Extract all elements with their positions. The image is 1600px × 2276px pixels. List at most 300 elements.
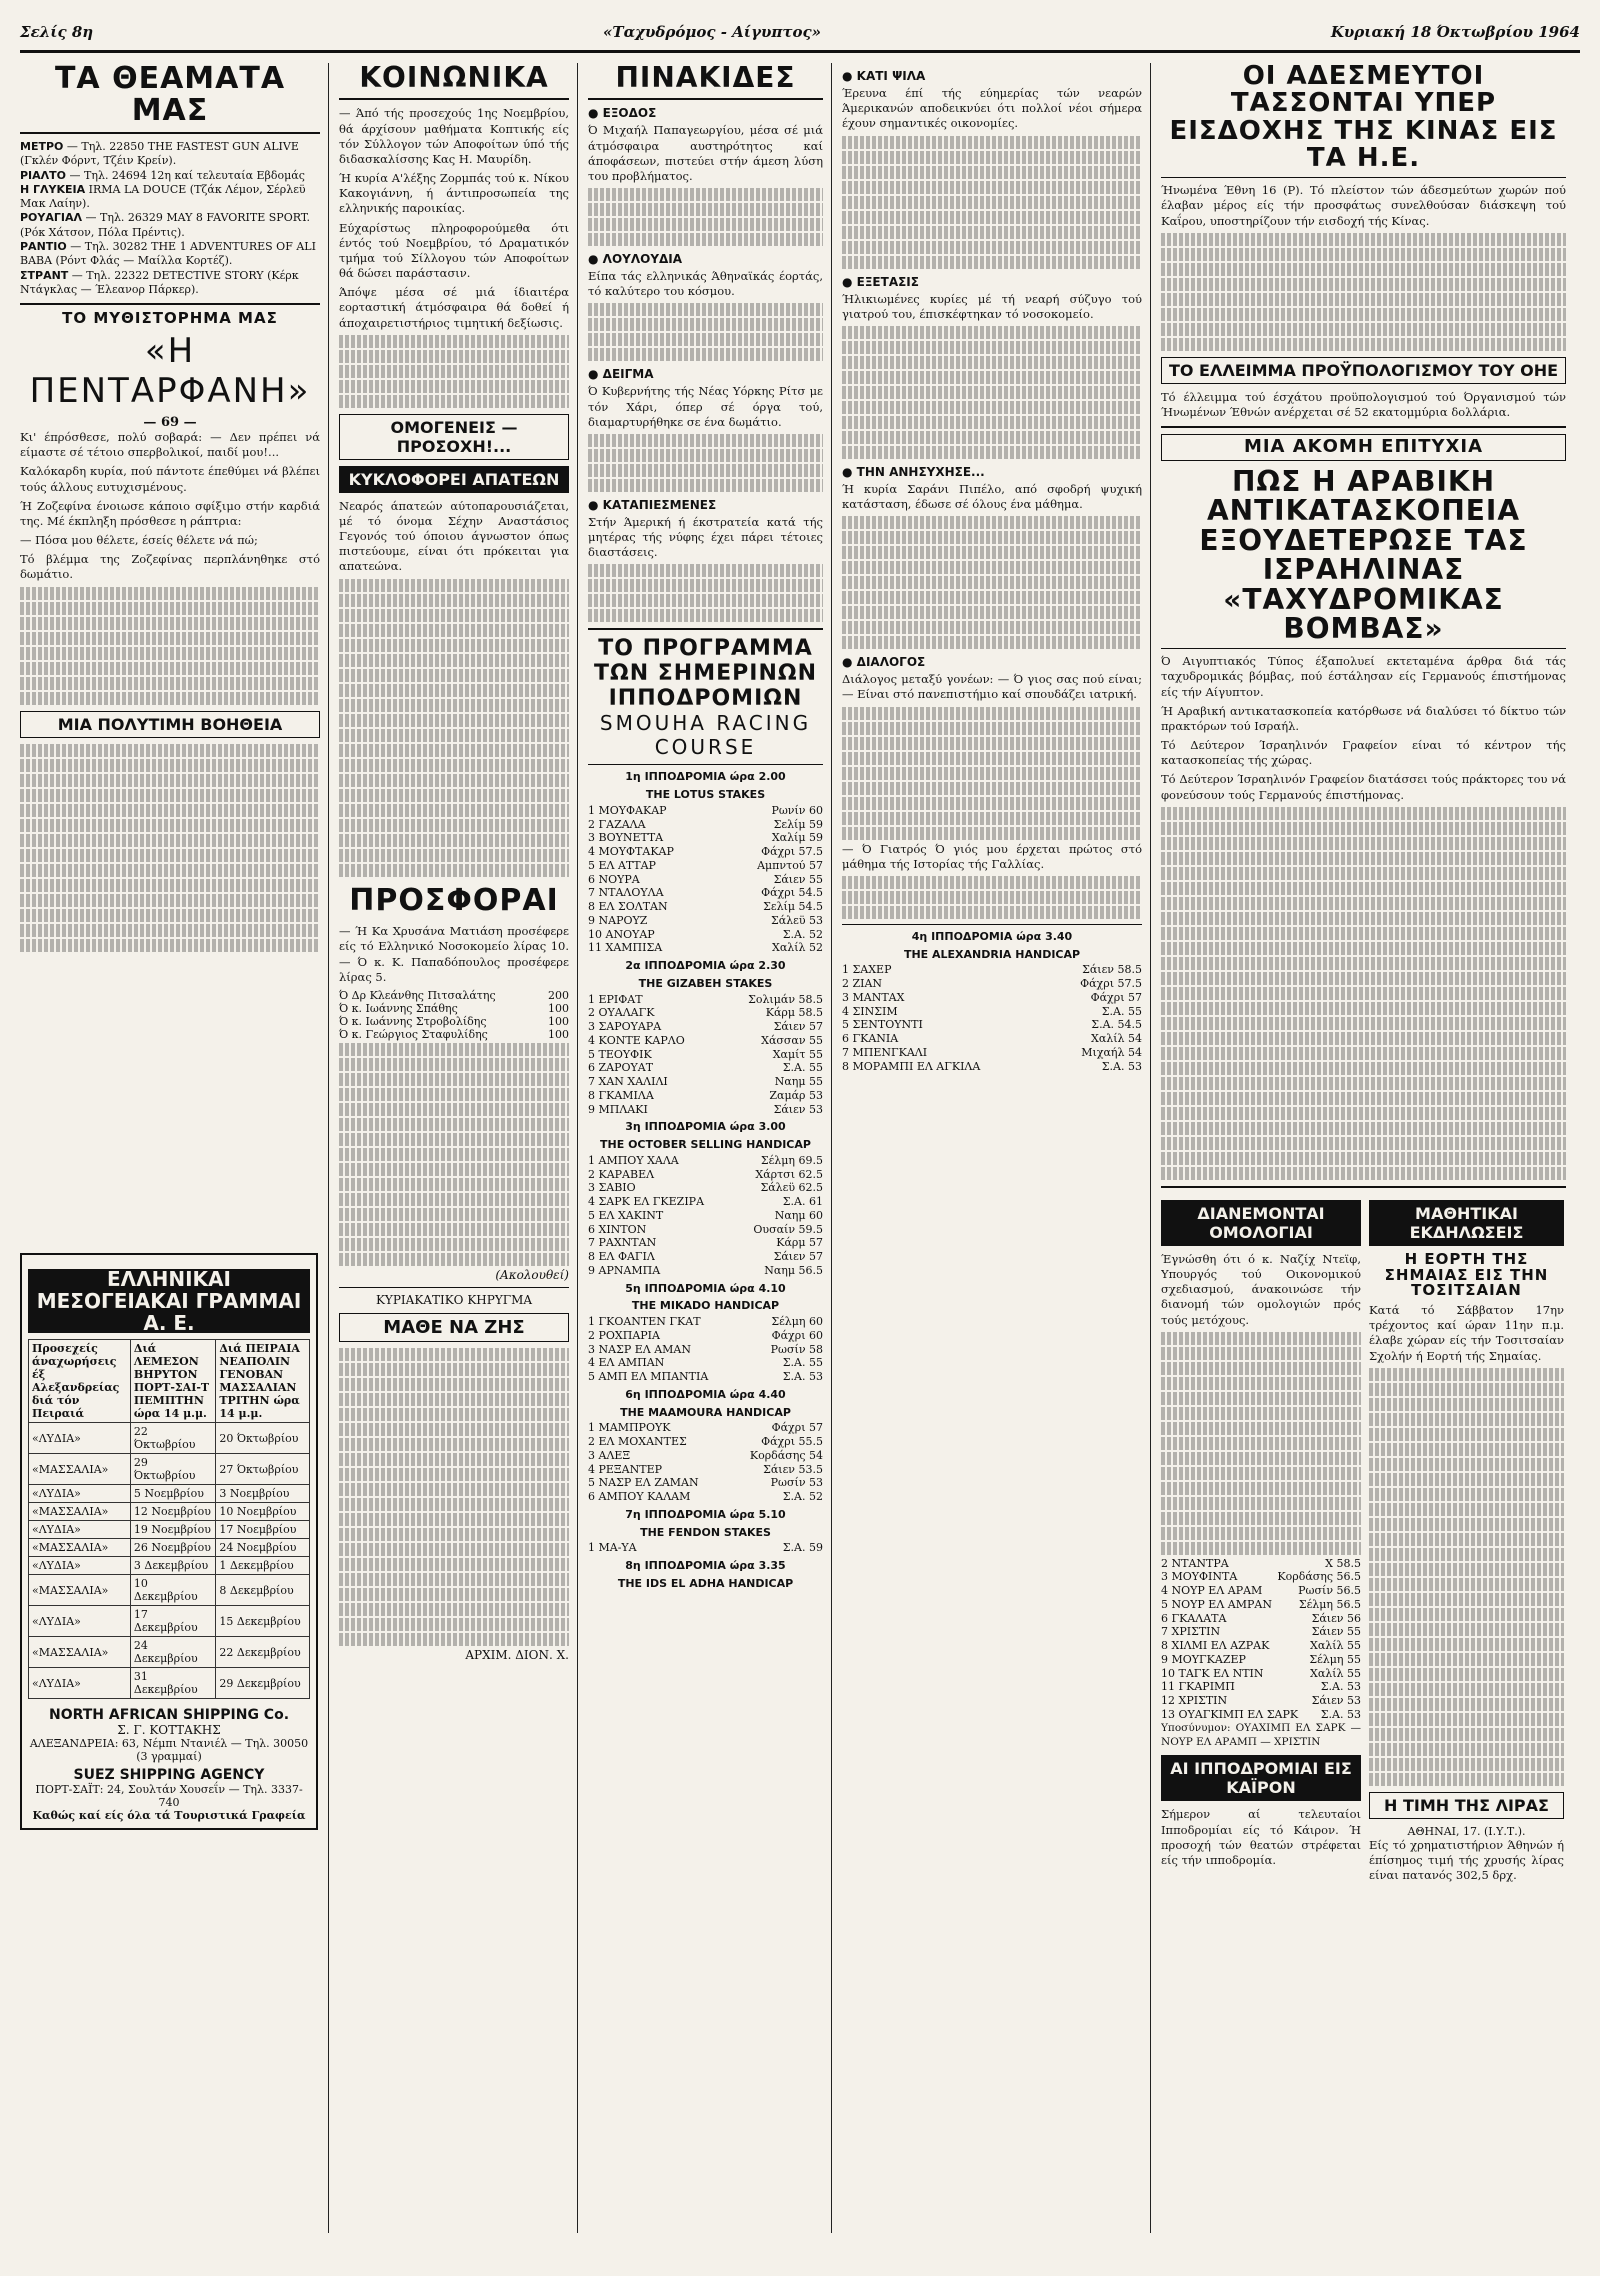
horse-name: 6 ΓΚΑΛΑΤΑ xyxy=(1161,1611,1227,1625)
schedule-row xyxy=(29,1637,310,1668)
race-heading: 5η ΙΠΠΟΔΡΟΜΙΑ ώρα 4.10 xyxy=(625,1281,786,1295)
horse-jockey-weight: Κάρμ 58.5 xyxy=(765,1006,823,1020)
flag-day-text: Κατά τό Σάββατον 17ην τρέχοντος καί ώραν 11ην π.μ. έλαβε χώραν είς τήν Τοσιτσαίαν Σχολήν ή Εορτή τής Σημαίας. xyxy=(1369,1303,1564,1363)
horse-row xyxy=(842,1060,1142,1074)
schedule-cell: 17 Νοεμβρίου xyxy=(216,1521,310,1539)
schedule-cell: 24 Νοεμβρίου xyxy=(216,1539,310,1557)
theatre-film: THE FASTEST GUN ALIVE (Γκλέν Φόρντ, Τζέιν Κρείν). xyxy=(20,140,299,168)
theatre-entry xyxy=(20,269,320,298)
agent-north-african: NORTH AFRICAN SHIPPING Co. xyxy=(48,1707,290,1723)
horse-row xyxy=(588,900,823,914)
theatre-entry xyxy=(20,211,320,240)
text-line xyxy=(842,211,1142,224)
text-line xyxy=(588,203,823,216)
text-line xyxy=(588,303,823,316)
text-line xyxy=(842,341,1142,354)
horse-name: 2 ΖΙΑΝ xyxy=(842,977,883,991)
horse-row xyxy=(842,1005,1142,1019)
text-line xyxy=(588,434,823,447)
text-line xyxy=(842,591,1142,604)
horse-jockey-weight: Σ.Α. 53 xyxy=(1101,1059,1142,1073)
horse-name: 7 ΧΑΝ ΧΑΛΙΛΙ xyxy=(588,1075,668,1089)
schedule-header-c: Διά ΠΕΙΡΑΙΑ ΝΕΑΠΟΛΙΝ ΓΕΝΟΒΑΝ ΜΑΣΣΑΛΙΑΝ ΤΡΙΤΗΝ ώρα 14 μ.μ. xyxy=(216,1340,310,1423)
horse-row xyxy=(588,993,823,1007)
horse-name: 7 ΡΑΧΝΤΑΝ xyxy=(588,1236,657,1250)
text-line xyxy=(20,744,320,757)
schedule-cell: 24 Δεκεμβρίου xyxy=(130,1637,215,1668)
schedule-cell: 19 Νοεμβρίου xyxy=(130,1521,215,1539)
text-line xyxy=(842,516,1142,529)
race-name: THE FENDON STAKES xyxy=(640,1525,771,1539)
theatre-tel: — Τηλ. 22850 xyxy=(63,140,148,153)
shipping-ad xyxy=(20,1253,318,1830)
horse-row xyxy=(588,1075,823,1089)
schedule-cell: «ΜΑΣΣΑΛΙΑ» xyxy=(29,1637,131,1668)
serial-paragraph: Τό βλέμμα της Ζοζεφίνας περπλάνηθηκε στό δωμάτιο. xyxy=(20,552,320,582)
lira-dateline: ΑΘΗΝΑΙ, 17. (Ι.Υ.Τ.). xyxy=(1407,1824,1526,1838)
horse-row xyxy=(1161,1680,1361,1694)
text-line xyxy=(20,774,320,787)
reserve-note: Υποσύνυμον: ΟΥΑΧΙΜΠ ΕΛ ΣΑΡΚ — ΝΟΥΡ ΕΛ ΑΡΑΜΠ — ΧΡΙΣΤΙΝ xyxy=(1161,1721,1361,1748)
horse-row xyxy=(588,1541,823,1555)
serial-title: «Η ΠΕΝΤΑΡΦΑΝΗ» xyxy=(29,331,311,412)
horse-name: 4 ΣΙΝΣΙΜ xyxy=(842,1004,898,1018)
bottom-news-grid xyxy=(1161,1194,1566,1887)
horse-jockey-weight: Φάχρι 57.5 xyxy=(761,845,823,859)
horse-jockey-weight: Σάιεν 57 xyxy=(773,1250,823,1264)
horse-row xyxy=(588,1006,823,1020)
schedule-row xyxy=(29,1668,310,1699)
horse-jockey-weight: Ρωνίν 60 xyxy=(771,803,823,817)
donor-amount: 100 xyxy=(548,1001,569,1015)
theatre-film: DETECTIVE STORY (Κέρκ Ντάγκλας — Έλεανορ Πάρκερ). xyxy=(20,268,299,296)
horse-jockey-weight: Σάλεϋ 53 xyxy=(770,913,823,927)
text-line xyxy=(20,879,320,892)
notice-title: ● ΛΟΥΛΟΥΔΙΑ xyxy=(588,252,823,266)
horse-jockey-weight: Ουσαίν 59.5 xyxy=(753,1222,823,1236)
article-paragraph: Ή Αραβική αντικατασκοπεία κατόρθωσε νά διαλύσει τό δίκτυο τών πρακτόρων τού Ισραήλ. xyxy=(1161,703,1566,733)
horse-jockey-weight: Σάιεν 55 xyxy=(1311,1625,1361,1639)
theatre-listings xyxy=(20,140,320,297)
horse-name: 4 ΜΟΥΦΤΑΚΑΡ xyxy=(588,845,674,859)
horse-jockey-weight: Ρωσίν 58 xyxy=(770,1342,823,1356)
horse-name: 7 ΜΠΕΝΓΚΑΛΙ xyxy=(842,1045,928,1059)
horse-jockey-weight: Σέλμη 55 xyxy=(1309,1652,1361,1666)
text-line xyxy=(842,386,1142,399)
horse-name: 1 ΑΜΠΟΥ ΧΑΛΑ xyxy=(588,1153,679,1167)
misc-sections xyxy=(842,69,1142,840)
horse-name: 2 ΓΑΖΑΛΑ xyxy=(588,817,646,831)
horse-name: 7 ΝΤΑΛΟΥΛΑ xyxy=(588,886,664,900)
horse-row xyxy=(588,845,823,859)
horse-name: 10 ΤΑΓΚ ΕΛ ΝΤΙΝ xyxy=(1161,1666,1264,1680)
horse-row xyxy=(588,1236,823,1250)
donor-row xyxy=(339,1015,569,1028)
text-line xyxy=(20,894,320,907)
text-line xyxy=(842,561,1142,574)
article-paragraph: Ό Αιγυπτιακός Τύπος έξαπολυεί εκτεταμένα άρθρα διά τάς ταχυδρομικάς βόμβας, πού έστάλησαν είς Γερμανούς έπιστήμονας είς τήν Αίγυπτον. xyxy=(1161,654,1566,699)
columns xyxy=(20,63,1580,2233)
horse-name: 6 ΖΑΡΟΥΑΤ xyxy=(588,1061,654,1075)
un-deficit-text: Τό έλλειμμα τού έσχάτου προϋπολογισμού τού Όργανισμού τών Ήνωμένων Έθνών ανέρχεται σέ 52 εκατομμύρια δολλάρια. xyxy=(1161,389,1566,419)
social-item: Άπόψε μέσα σέ μιά ίδιαιτέρα εορταστική άτμόσφαιρα θά δοθεί ή άποχαιρετιστήριος τιμητική δεξίωσις. xyxy=(339,285,569,330)
donor-list xyxy=(339,989,569,1041)
text-line xyxy=(588,348,823,361)
text-line xyxy=(588,188,823,201)
agent-footer: Καθώς καί είς όλα τά Τουριστικά Γραφεία xyxy=(32,1809,306,1822)
text-line xyxy=(842,371,1142,384)
horse-jockey-weight: Σέλμη 56.5 xyxy=(1298,1597,1361,1611)
theatre-film: THE 1 ADVENTURES OF ALI BABA (Ρόντ Φλάς — Μαίλλα Κορτέζ). xyxy=(20,240,316,268)
horse-name: 6 ΓΚΑΝΙΑ xyxy=(842,1032,899,1046)
cairo-races-text: Σήμερον αί τελευταίοι Ιπποδρομίαι είς τό Κάιρον. Ή προσοχή τών θεατών στρέφεται είς τήν ιπποδρομία. xyxy=(1161,1807,1361,1867)
schedule-cell: 1 Δεκεμβρίου xyxy=(216,1557,310,1575)
horse-jockey-weight: Σ.Α. 52 xyxy=(782,927,823,941)
horse-name: 10 ΑΝΟΥΑΡ xyxy=(588,927,655,941)
schedule-cell: «ΛΥΔΙΑ» xyxy=(29,1423,131,1454)
schedule-cell: 10 Νοεμβρίου xyxy=(216,1503,310,1521)
lira-title: Η ΤΙΜΗ ΤΗΣ ΛΙΡΑΣ xyxy=(1369,1792,1564,1819)
horse-row xyxy=(1161,1625,1361,1639)
schedule-cell: «ΜΑΣΣΑΛΙΑ» xyxy=(29,1539,131,1557)
horse-name: 2 ΕΛ ΜΟΧΑΝΤΕΣ xyxy=(588,1435,687,1449)
horse-name: 4 ΚΟΝΤΕ ΚΑΡΛΟ xyxy=(588,1033,685,1047)
horse-name: 5 ΤΕΟΥΦΙΚ xyxy=(588,1047,652,1061)
horse-name: 12 ΧΡΙΣΤΙΝ xyxy=(1161,1694,1228,1708)
kyrigma-title: ΜΑΘΕ ΝΑ ΖΗΣ xyxy=(339,1313,569,1342)
horse-name: 3 ΣΑΡΟΥΑΡΑ xyxy=(588,1020,662,1034)
theatre-tel: — Τηλ. 26329 xyxy=(82,211,167,225)
bonds-title: ΔΙΑΝΕΜΟΝΤΑΙ ΟΜΟΛΟΓΙΑΙ xyxy=(1161,1200,1361,1246)
races-subtitle: SMOUHA RACING COURSE xyxy=(599,711,812,760)
theatre-film: 12η καί τελευταία Εβδομάς xyxy=(150,168,305,182)
horse-jockey-weight: Σάιεν 58.5 xyxy=(1082,963,1142,977)
horse-jockey-weight: Χάρτσι 62.5 xyxy=(755,1167,823,1181)
horse-name: 5 ΝΑΣΡ ΕΛ ΖΑΜΑΝ xyxy=(588,1476,699,1490)
horse-jockey-weight: Σ.Α. 53 xyxy=(1320,1707,1361,1721)
horse-name: 8 ΜΟΡΑΜΠΙ ΕΛ ΑΓΚΙΛΑ xyxy=(842,1059,981,1073)
text-line xyxy=(588,579,823,592)
section-text: Ήλικιωμένες κυρίες μέ τή νεαρή σύζυγο τού γιατρού του, έπισκέφτηκαν τό νοσοκομείο. xyxy=(842,291,1142,321)
horse-row xyxy=(1161,1667,1361,1681)
horse-jockey-weight: Σάιεν 53 xyxy=(1311,1694,1361,1708)
horse-jockey-weight: Χαλίλ 52 xyxy=(771,941,823,955)
horse-row xyxy=(588,1356,823,1370)
schedule-cell: «ΛΥΔΙΑ» xyxy=(29,1668,131,1699)
text-line xyxy=(842,782,1142,795)
theatre-tel: — Τηλ. 22322 xyxy=(68,268,153,282)
headline-china-text: Ήνωμένα Έθνη 16 (Ρ). Τό πλείστον τών άδεσμεύτων χωρών πού έλαβαν μέρος είς τήν προσφάτως συνελθούσαν διάσκεψη τού Καΐρου, υποστηρίζουν τήν εισδοχή τής Κίνας. xyxy=(1161,183,1566,228)
text-line xyxy=(842,767,1142,780)
text-line xyxy=(588,449,823,462)
text-line xyxy=(842,737,1142,750)
un-deficit-title: ΤΟ ΕΛΛΕΙΜΜΑ ΠΡΟΫΠΟΛΟΓΙΣΜΟΥ ΤΟΥ ΟΗΕ xyxy=(1161,357,1566,384)
social-item: Εύχαρίστως πληροφορούμεθα ότι έντός τού Νοεμβρίου, τό Δραματικόν τμήμα τού Σίλλογου τών Αποφοίτων θά δώσει παράστασιν. xyxy=(339,220,569,281)
kyklofori-text: Νεαρός άπατεών αύτοπαρουσιάζεται, μέ τό όνομα Σέχην Αναστάσιος Γεγονός τού όποιου άγνωστον όπως πιστεύουμε, είναι ότι πρόκειται για απατεώνα. xyxy=(339,498,569,574)
horse-row xyxy=(588,1315,823,1329)
horse-jockey-weight: Σελίμ 59 xyxy=(773,817,823,831)
horse-row xyxy=(588,1449,823,1463)
theatre-tel: — Τηλ. 30282 xyxy=(66,240,152,254)
race-program xyxy=(588,770,823,1590)
masthead xyxy=(20,18,1580,53)
horse-name: 4 ΡΕΞΑΝΤΕΡ xyxy=(588,1462,663,1476)
schedule-cell: 31 Δεκεμβρίου xyxy=(130,1668,215,1699)
section-title: ● ΚΑΤΙ ΨΙΛΑ xyxy=(842,69,1142,83)
column-news xyxy=(1161,63,1574,2233)
horse-name: 9 ΑΡΝΑΜΠΑ xyxy=(588,1263,661,1277)
schedule-cell: «ΛΥΔΙΑ» xyxy=(29,1606,131,1637)
agent-suez: SUEZ SHIPPING AGENCY xyxy=(73,1767,265,1783)
horse-jockey-weight: Σολιμάν 58.5 xyxy=(748,992,823,1006)
serial-part: — 69 — xyxy=(143,415,197,431)
horse-row xyxy=(1161,1694,1361,1708)
horse-name: 7 ΧΡΙΣΤΙΝ xyxy=(1161,1625,1221,1639)
donor-name: Ό κ. Ιωάννης Σπάθης xyxy=(339,1001,458,1015)
text-line xyxy=(842,196,1142,209)
horse-row xyxy=(588,1421,823,1435)
schedule-cell: 3 Νοεμβρίου xyxy=(216,1485,310,1503)
theatre-name: ΣΤΡΑΝΤ xyxy=(20,268,69,282)
flag-day-title: Η ΕΟΡΤΗ ΤΗΣ ΣΗΜΑΙΑΣ ΕΙΣ ΤΗΝ ΤΟΣΙΤΣΑΙΑΝ xyxy=(1384,1249,1549,1300)
social-items xyxy=(339,171,569,331)
theatres-heading: ΤΑ ΘΕΑΜΑΤΑ ΜΑΣ xyxy=(54,63,286,128)
schedule-row xyxy=(29,1557,310,1575)
section-title: ● ΔΙΑΛΟΓΟΣ xyxy=(842,655,1142,669)
article-paragraph: Τό Δεύτερον Ίσραηλινόν Γραφείον διατάσσει τούς πράκτορες του νά φονεύσουν τούς Γερμανούς έπιστήμονας. xyxy=(1161,772,1566,802)
horse-name: 1 ΜΑ-ΥΑ xyxy=(588,1541,637,1555)
horse-row xyxy=(842,1018,1142,1032)
serial-label: ΤΟ ΜΥΘΙΣΤΟΡΗΜΑ ΜΑΣ xyxy=(62,309,278,328)
counterespionage-text xyxy=(1161,654,1566,803)
column-theatres-serial xyxy=(20,63,329,2233)
bonds-column xyxy=(1161,1194,1361,1887)
horse-name: 3 ΑΛΕΞ xyxy=(588,1448,631,1462)
schedule-cell: 12 Νοεμβρίου xyxy=(130,1503,215,1521)
donor-amount: 200 xyxy=(548,988,569,1002)
horse-row xyxy=(588,1476,823,1490)
column-misc xyxy=(842,63,1151,2233)
horse-row xyxy=(588,1209,823,1223)
text-line xyxy=(588,318,823,331)
agent-suez-address: ΠΟΡΤ-ΣΑΪΤ: 24, Σουλτάν Χουσεΐν — Τηλ. 3337-740 xyxy=(35,1783,303,1809)
race-heading: 8η ΙΠΠΟΔΡΟΜΙΑ ώρα 3.35 xyxy=(625,1559,786,1573)
horse-jockey-weight: Φάχρι 57 xyxy=(1090,990,1142,1004)
agent-north-african-address: ΑΛΕΞΑΝΔΡΕΙΑ: 63, Νέμπι Ντανιέλ — Τηλ. 30050 (3 γραμμαί) xyxy=(29,1737,309,1763)
serial-text xyxy=(20,430,320,583)
serial-paragraph: — Πόσα μου θέλετε, έσείς θέλετε νά πώ; xyxy=(20,533,258,548)
horse-jockey-weight: Σ.Α. 55 xyxy=(782,1061,823,1075)
horse-jockey-weight: Ρωσίν 56.5 xyxy=(1298,1584,1361,1598)
text-line xyxy=(842,707,1142,720)
kyklofori-title: ΚΥΚΛΟΦΟΡΕΙ ΑΠΑΤΕΩΝ xyxy=(339,466,569,493)
horse-row xyxy=(588,873,823,887)
schedule-cell: «ΜΑΣΣΑΛΙΑ» xyxy=(29,1454,131,1485)
text-line xyxy=(842,752,1142,765)
horse-row xyxy=(588,928,823,942)
page-number: Σελίς 8η xyxy=(20,23,94,41)
donor-name: Ό κ. Γεώργιος Σταφυλίδης xyxy=(339,1027,488,1041)
theatre-film: MAY 8 FAVORITE SPORT. (Ρόκ Χάτσον, Πόλα Πρέντις). xyxy=(20,211,311,239)
horse-name: 3 ΜΑΝΤΑΧ xyxy=(842,990,905,1004)
horse-row xyxy=(588,1195,823,1209)
schedule-cell: 8 Δεκεμβρίου xyxy=(216,1575,310,1606)
horse-row xyxy=(1161,1708,1361,1722)
horse-jockey-weight: Σάιεν 55 xyxy=(773,872,823,886)
horse-row xyxy=(588,1061,823,1075)
horse-jockey-weight: Αμπντού 57 xyxy=(757,858,823,872)
notice-title: ● ΕΞΟΔΟΣ xyxy=(588,106,823,120)
misc-ending: — Ό Γιατρός Ό γιός μου έρχεται πρώτος στό μάθημα τής Ιστορίας τής Γαλλίας. xyxy=(842,841,1142,871)
donor-amount: 100 xyxy=(548,1027,569,1041)
horse-jockey-weight: Μιχαήλ 54 xyxy=(1081,1045,1142,1059)
horse-name: 9 ΜΟΥΓΚΑΖΕΡ xyxy=(1161,1652,1246,1666)
horse-jockey-weight: Σέλμη 69.5 xyxy=(760,1153,823,1167)
serial-section-title: ΜΙΑ ΠΟΛΥΤΙΜΗ ΒΟΗΘΕΙΑ xyxy=(20,711,320,738)
schedule-cell: 22 Όκτωβρίου xyxy=(130,1423,215,1454)
theatre-entry xyxy=(20,240,320,269)
race-name: THE MAAMOURA HANDICAP xyxy=(620,1405,791,1419)
horse-jockey-weight: Σέλμη 60 xyxy=(771,1315,823,1329)
section-text: Διάλογος μεταξύ γονέων: — Ό γιος σας πού είναι; — Είναι στό πανεπιστήμιο καί σπουδάζει ιατρική. xyxy=(842,672,1142,702)
text-line xyxy=(842,531,1142,544)
horse-row xyxy=(588,1048,823,1062)
horse-jockey-weight: Σάιεν 53 xyxy=(773,1102,823,1116)
paper-name: «Ταχυδρόμος - Αίγυπτος» xyxy=(603,23,821,41)
race-name: THE ALEXANDRIA HANDICAP xyxy=(903,947,1081,961)
horse-name: 1 ΜΟΥΦΑΚΑΡ xyxy=(588,803,667,817)
schedule-row xyxy=(29,1521,310,1539)
text-line xyxy=(20,909,320,922)
horse-name: 2 ΚΑΡΑΒΕΛ xyxy=(588,1167,655,1181)
horse-row xyxy=(588,1250,823,1264)
text-line xyxy=(20,864,320,877)
notices-list xyxy=(588,106,823,622)
horse-row xyxy=(842,963,1142,977)
text-line xyxy=(588,218,823,231)
horse-row xyxy=(588,1020,823,1034)
donor-row xyxy=(339,1002,569,1015)
social-item: Ή κυρία Α'λέξης Ζορμπάς τού κ. Νίκου Κακογιάννη, ή άντιπροσωπεία της ελληνικής παροικίας. xyxy=(339,171,569,216)
text-line xyxy=(842,416,1142,429)
donor-row xyxy=(339,1028,569,1041)
donor-amount: 100 xyxy=(548,1014,569,1028)
text-line xyxy=(588,233,823,246)
horse-row xyxy=(842,1046,1142,1060)
text-line xyxy=(842,356,1142,369)
schedule-row xyxy=(29,1454,310,1485)
schedule-cell: 22 Δεκεμβρίου xyxy=(216,1637,310,1668)
race-name: THE IDS EL ADHA HANDICAP xyxy=(617,1576,794,1590)
text-line xyxy=(842,256,1142,269)
race-name: THE GIZABEH STAKES xyxy=(638,976,773,990)
schedule-cell: 5 Νοεμβρίου xyxy=(130,1485,215,1503)
horse-jockey-weight: Χαλίμ 59 xyxy=(771,831,823,845)
theatre-entry xyxy=(20,140,320,169)
horse-jockey-weight: Σάιεν 56 xyxy=(1311,1611,1361,1625)
text-line xyxy=(20,789,320,802)
horse-name: 4 ΝΟΥΡ ΕΛ ΑΡΑΜ xyxy=(1161,1584,1263,1598)
horse-name: 6 ΧΙΝΤΟΝ xyxy=(588,1222,647,1236)
horse-name: 5 ΕΛ ΧΑΚΙΝΤ xyxy=(588,1208,664,1222)
race-heading: 4η ΙΠΠΟΔΡΟΜΙΑ ώρα 3.40 xyxy=(911,929,1073,943)
horse-name: 5 ΝΟΥΡ ΕΛ ΑΜΡΑΝ xyxy=(1161,1597,1272,1611)
schedule-cell: «ΜΑΣΣΑΛΙΑ» xyxy=(29,1575,131,1606)
issue-date: Κυριακή 18 Όκτωβρίου 1964 xyxy=(1330,23,1580,41)
horse-row xyxy=(588,1329,823,1343)
schedule-cell: 17 Δεκεμβρίου xyxy=(130,1606,215,1637)
horse-name: 2 ΝΤΑΝΤΡΑ xyxy=(1161,1556,1229,1570)
notice-title: ● ΚΑΤΑΠΙΕΣΜΕΝΕΣ xyxy=(588,498,823,512)
horse-jockey-weight: Φάχρι 57 xyxy=(771,1421,823,1435)
text-line xyxy=(842,166,1142,179)
race-heading: 1η ΙΠΠΟΔΡΟΜΙΑ ώρα 2.00 xyxy=(625,770,786,784)
horse-jockey-weight: Ρωσίν 53 xyxy=(770,1476,823,1490)
section-text: Ή κυρία Σαράνι Πιπέλο, από σφοδρή ψυχική κατάσταση, έδωσε σέ όλους ένα μάθημα. xyxy=(842,481,1142,512)
horse-name: 3 ΒΟΥΝΕΤΤΑ xyxy=(588,831,664,845)
kyrigma-signature: ΑΡΧΙΜ. ΔΙΟΝ. Χ. xyxy=(465,1647,569,1662)
horse-jockey-weight: Κορδάσης 54 xyxy=(749,1448,823,1462)
race-heading: 2α ΙΠΠΟΔΡΟΜΙΑ ώρα 2.30 xyxy=(625,959,786,973)
headline-counterespionage: ΠΩΣ Η ΑΡΑΒΙΚΗ ΑΝΤΙΚΑΤΑΣΚΟΠΕΙΑ ΕΞΟΥΔΕΤΕΡΩΣΕ ΤΑΣ ΙΣΡΑΗΛΙΝΑΣ «ΤΑΧΥΔΡΟΜΙΚΑΣ ΒΟΜΒΑΣ» xyxy=(1199,464,1528,645)
schedule-row xyxy=(29,1485,310,1503)
theatre-entry xyxy=(20,183,320,212)
horse-name: 3 ΝΑΣΡ ΕΛ ΑΜΑΝ xyxy=(588,1342,691,1356)
horse-jockey-weight: Σάιεν 53.5 xyxy=(763,1462,823,1476)
horse-jockey-weight: Σ.Α. 53 xyxy=(1320,1680,1361,1694)
schedule-row xyxy=(29,1423,310,1454)
horse-row xyxy=(1161,1570,1361,1584)
school-column xyxy=(1369,1194,1564,1887)
horse-jockey-weight: Χαλίλ 55 xyxy=(1309,1666,1361,1680)
horse-row xyxy=(588,1490,823,1504)
column-notices-races xyxy=(588,63,832,2233)
horse-name: 2 ΟΥΑΛΑΓΚ xyxy=(588,1006,655,1020)
text-line xyxy=(20,924,320,937)
horse-row xyxy=(1161,1584,1361,1598)
donor-row xyxy=(339,989,569,1002)
horse-row xyxy=(588,1463,823,1477)
horse-name: 8 ΧΙΛΜΙ ΕΛ ΑΖΡΑΚ xyxy=(1161,1639,1270,1653)
horse-row xyxy=(588,1435,823,1449)
prosfora-title: ΠΡΟΣΦΟΡΑΙ xyxy=(349,882,559,918)
school-events-title: ΜΑΘΗΤΙΚΑΙ ΕΚΔΗΛΩΣΕΙΣ xyxy=(1369,1200,1564,1246)
horse-jockey-weight: Χάσσαν 55 xyxy=(761,1033,823,1047)
schedule-row xyxy=(29,1575,310,1606)
agent-north-african-name: Σ. Γ. ΚΟΤΤΑΚΗΣ xyxy=(117,1723,221,1737)
horse-name: 8 ΕΛ ΦΑΓΙΛ xyxy=(588,1250,655,1264)
text-line xyxy=(588,564,823,577)
text-line xyxy=(842,812,1142,825)
theatre-name: ΜΕΤΡΟ xyxy=(20,140,64,153)
horse-row xyxy=(588,804,823,818)
text-line xyxy=(842,241,1142,254)
text-line xyxy=(842,151,1142,164)
schedule-cell: 29 Όκτωβρίου xyxy=(130,1454,215,1485)
horse-jockey-weight: Σ.Α. 59 xyxy=(782,1541,823,1555)
section-title: ● ΕΞΕΤΑΣΙΣ xyxy=(842,275,1142,289)
race-4 xyxy=(842,930,1142,1074)
horse-name: 11 ΓΚΑΡΙΜΠ xyxy=(1161,1680,1235,1694)
section-title: ● ΤΗΝ ΑΝΗΣΥΧΗΣΕ... xyxy=(842,465,1142,479)
schedule-cell: «ΛΥΔΙΑ» xyxy=(29,1521,131,1539)
text-line xyxy=(20,834,320,847)
notice-text: Είπα τάς ελληνικάς Άθηναϊκάς έορτάς, τό καλύτερο του κόσμου. xyxy=(588,269,823,299)
article-paragraph: Τό Δεύτερον Ίσραηλινόν Γραφείον είναι τό κέντρον τής κατασκοπείας τής χώρας. xyxy=(1161,738,1566,768)
text-line xyxy=(842,621,1142,634)
section-text: Έρευνα έπί τής εύημερίας τών νεαρών Άμερικανών αποδεικνύει ότι πολλοί νέοι σήμερα έχουν σημαντικές οικονομίες. xyxy=(842,86,1142,131)
horse-jockey-weight: Ναημ 56.5 xyxy=(764,1263,823,1277)
